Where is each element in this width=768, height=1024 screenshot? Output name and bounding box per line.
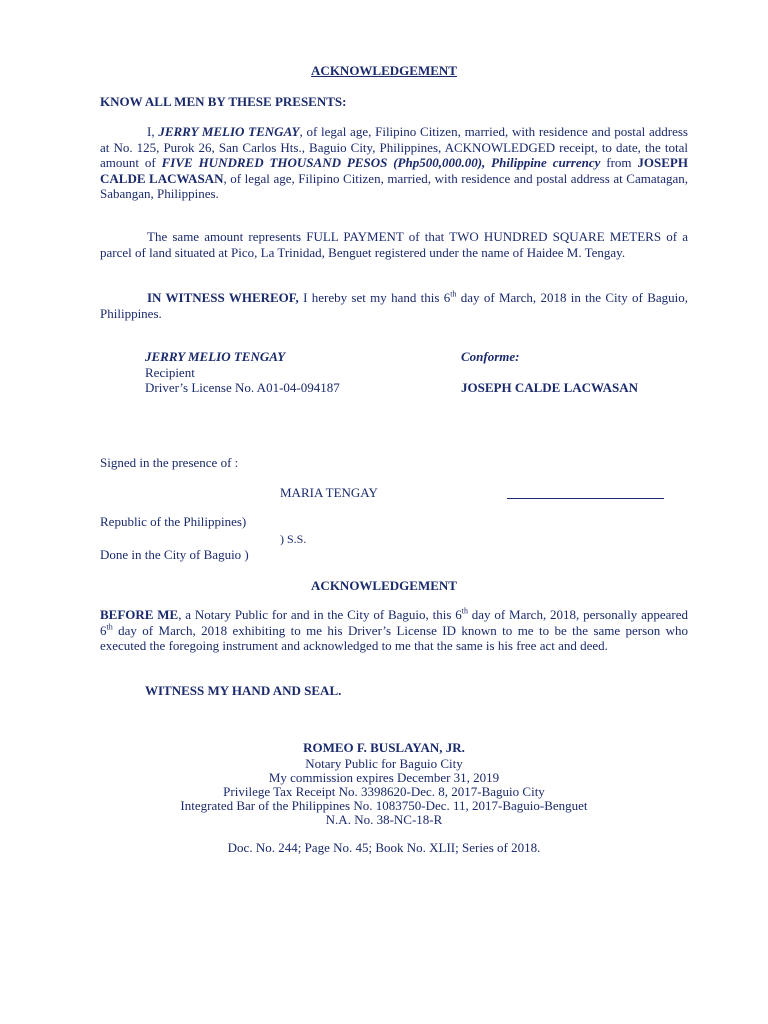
venue-ss: ) S.S. <box>280 532 307 546</box>
signatory-license: Driver’s License No. A01-04-094187 <box>145 380 340 395</box>
paragraph-receipt: I, JERRY MELIO TENGAY, of legal age, Filipino Citizen, married, with residence and postal address at No. 125, Purok 26, San Carlos Hts., Baguio City, Philippines, ACKNOWLEDGED receipt, to date, the total amount of FIVE HUNDRED THOUSAND PESOS (Php500,000.00), Philippine currency from JOSEPH CALDE LACWASAN, of legal age, Filipino Citizen, married, with residence and postal address at Camatagan, Sabangan, Philippines. <box>100 124 688 201</box>
notary-line-5: N.A. No. 38-NC-18-R <box>325 812 443 827</box>
payer-name: JOSEPH CALDE LACWASAN <box>100 155 688 186</box>
witness-hand-seal: WITNESS MY HAND AND SEAL. <box>145 683 342 698</box>
doc-reference: Doc. No. 244; Page No. 45; Book No. XLII; Series of 2018. <box>227 840 541 855</box>
notary-line-3: Privilege Tax Receipt No. 3398620-Dec. 8, 2017-Baguio City <box>223 784 545 799</box>
conforme-label: Conforme: <box>461 349 520 364</box>
conforme-name: JOSEPH CALDE LACWASAN <box>461 380 638 395</box>
venue-republic: Republic of the Philippines) <box>100 514 247 529</box>
venue-city: Done in the City of Baguio ) <box>100 547 249 562</box>
paragraph-acknowledgement: BEFORE ME, a Notary Public for and in the City of Baguio, this 6th day of March, 2018, personally appeared 6th day of March, 2018 exhibiting to me his Driver’s License ID known to me to be the same person who executed the foregoing instrument and acknowledged to me that the same is his free act and deed. <box>100 606 688 653</box>
paragraph-witness-whereof: IN WITNESS WHEREOF, I hereby set my hand this 6th day of March, 2018 in the City of Baguio, Philippines. <box>100 289 688 321</box>
notary-name: ROMEO F. BUSLAYAN, JR. <box>303 740 465 755</box>
preamble: KNOW ALL MEN BY THESE PRESENTS: <box>100 94 347 109</box>
notary-line-4: Integrated Bar of the Philippines No. 1083750-Dec. 11, 2017-Baguio-Benguet <box>180 798 588 813</box>
document-title: ACKNOWLEDGEMENT <box>311 63 457 78</box>
notary-line-2: My commission expires December 31, 2019 <box>268 770 500 785</box>
amount: FIVE HUNDRED THOUSAND PESOS (Php500,000.00), Philippine currency <box>161 155 601 170</box>
witness-name: MARIA TENGAY <box>280 485 378 500</box>
acknowledgement-title: ACKNOWLEDGEMENT <box>311 578 457 593</box>
notary-line-1: Notary Public for Baguio City <box>305 756 463 771</box>
paragraph-payment: The same amount represents FULL PAYMENT of that TWO HUNDRED SQUARE METERS of a parcel of land situated at Pico, La Trinidad, Benguet registered under the name of Haidee M. Tengay. <box>100 229 688 260</box>
presence-label: Signed in the presence of : <box>100 455 239 470</box>
witness-signature-line <box>507 498 664 499</box>
signatory-name: JERRY MELIO TENGAY <box>145 349 286 364</box>
recipient-name: JERRY MELIO TENGAY <box>158 124 300 139</box>
signatory-role: Recipient <box>145 365 195 380</box>
